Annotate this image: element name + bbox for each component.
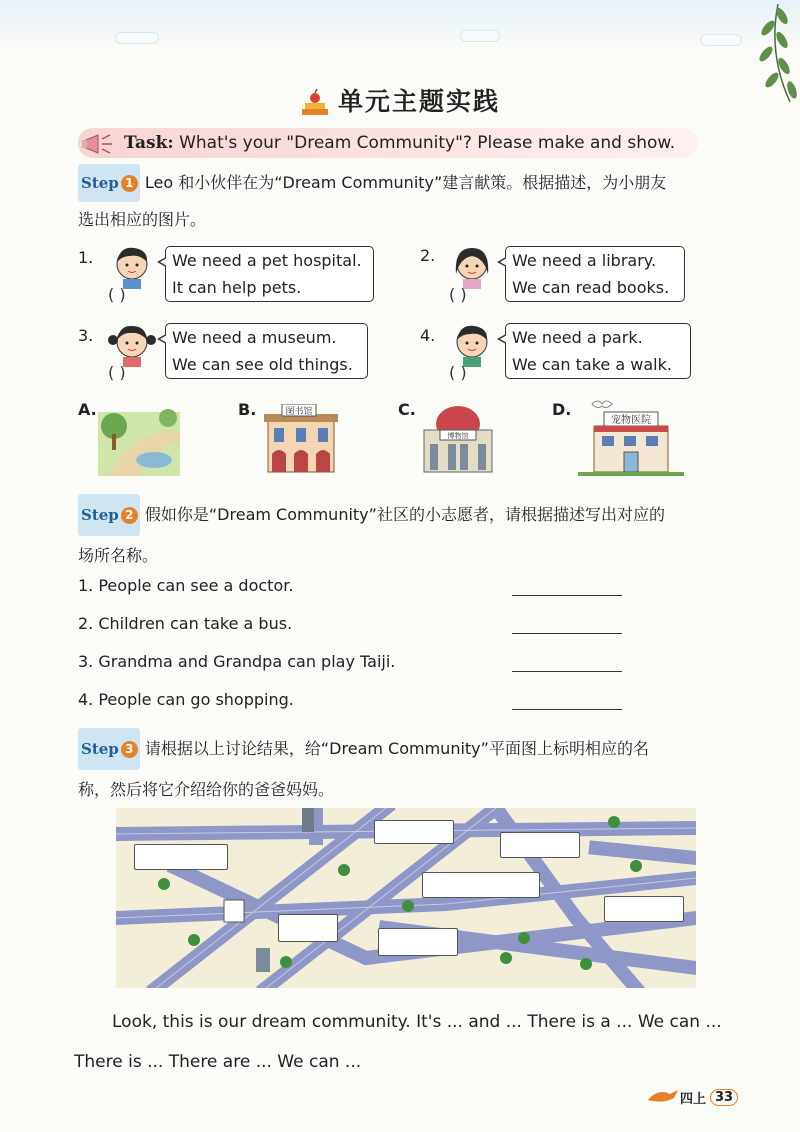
map-label-box[interactable] (278, 914, 338, 942)
question-number: 4. (420, 326, 436, 345)
question-number: 3. (78, 326, 94, 345)
girl-avatar (450, 244, 496, 290)
step3-text-line1: 请根据以上讨论结果，给“Dream Community”平面图上标明相应的名 (144, 739, 649, 758)
step1-instruction (78, 164, 758, 238)
museum-picture (418, 404, 498, 474)
book-label: 四上 (680, 1092, 707, 1107)
sentence-prompt-line1: Look, this is our dream community. It's ... and ... There is a ... We can ... (112, 1012, 722, 1032)
step2-item: 3. Grandma and Grandpa can play Taiji. (78, 652, 396, 671)
question-number: 2. (420, 246, 436, 265)
girl-pigtails-avatar (108, 322, 156, 368)
boy-avatar (450, 322, 496, 368)
cloud-decoration (700, 34, 742, 46)
step-number: 1 (121, 175, 138, 192)
library-sign-text: 图书馆 (285, 407, 313, 417)
page-number: 33 (710, 1089, 738, 1106)
bubble-line: We can read books. (512, 278, 670, 297)
megaphone-icon (80, 131, 120, 157)
step3-text-line2: 称，然后将它介绍给你的爸爸妈妈。 (78, 780, 335, 799)
bubble-line: It can help pets. (172, 278, 302, 297)
answer-parentheses[interactable]: ( ) (449, 363, 467, 382)
answer-parentheses[interactable]: ( ) (108, 363, 126, 382)
step-number: 2 (121, 507, 138, 524)
task-text: What's your "Dream Community"? Please make and show. (179, 133, 676, 153)
pet-hospital-picture (578, 398, 684, 476)
speech-bubble (165, 246, 374, 302)
option-label-b: B. (238, 400, 257, 419)
cloud-decoration (115, 32, 159, 44)
answer-blank[interactable] (512, 671, 622, 672)
speech-bubble (165, 323, 368, 379)
step2-item: 4. People can go shopping. (78, 690, 294, 709)
page-title (0, 82, 800, 118)
sentence-prompt-line2: There is ... There are ... We can ... (74, 1052, 362, 1072)
map-label-box[interactable] (422, 872, 540, 898)
step2-instruction (78, 494, 758, 576)
pet-hospital-sign-text: 宠物医院 (611, 415, 651, 426)
bubble-line: We need a museum. (172, 328, 337, 347)
step2-item: 1. People can see a doctor. (78, 576, 294, 595)
park-picture (98, 402, 180, 476)
step-label: Step (81, 740, 119, 758)
speech-bubble (505, 246, 685, 302)
page-footer (680, 1088, 738, 1107)
step-number: 3 (121, 741, 138, 758)
option-label-c: C. (398, 400, 416, 419)
boy-avatar (110, 244, 156, 290)
step2-text-line1: 假如你是“Dream Community”社区的小志愿者，请根据描述写出对应的 (144, 505, 665, 524)
bubble-line: We can take a walk. (512, 355, 672, 374)
step1-text-line2: 选出相应的图片。 (78, 210, 207, 229)
step2-badge (78, 494, 140, 536)
page-title-text: 单元主题实践 (337, 87, 500, 116)
map-label-box[interactable] (374, 820, 454, 844)
map-label-box[interactable] (604, 896, 684, 922)
map-label-box[interactable] (500, 832, 580, 858)
answer-parentheses[interactable]: ( ) (449, 285, 467, 304)
step2-text-line2: 场所名称。 (78, 546, 159, 565)
step3-badge (78, 728, 140, 770)
bubble-line: We can see old things. (172, 355, 353, 374)
community-map (116, 808, 696, 988)
task-instruction (124, 133, 675, 153)
step-label: Step (81, 506, 119, 524)
books-apple-icon (300, 89, 330, 117)
option-label-a: A. (78, 400, 97, 419)
answer-blank[interactable] (512, 709, 622, 710)
answer-blank[interactable] (512, 633, 622, 634)
option-label-d: D. (552, 400, 572, 419)
museum-sign-text: 博物馆 (447, 432, 469, 440)
map-label-box[interactable] (134, 844, 228, 870)
question-number: 1. (78, 248, 94, 267)
answer-parentheses[interactable]: ( ) (108, 285, 126, 304)
bubble-line: We need a park. (512, 328, 643, 347)
step2-item: 2. Children can take a bus. (78, 614, 293, 633)
step1-text-line1: Leo 和小伙伴在为“Dream Community”建言献策。根据描述，为小朋友 (144, 173, 667, 192)
bubble-line: We need a library. (512, 251, 657, 270)
bird-icon (646, 1086, 680, 1104)
step1-badge (78, 164, 140, 202)
cloud-decoration (460, 30, 500, 42)
step-label: Step (81, 174, 119, 192)
bubble-line: We need a pet hospital. (172, 251, 362, 270)
speech-bubble (505, 323, 691, 379)
library-picture (264, 404, 338, 474)
step3-instruction (78, 728, 768, 810)
map-label-box[interactable] (378, 928, 458, 956)
answer-blank[interactable] (512, 595, 622, 596)
task-label: Task: (124, 133, 174, 153)
